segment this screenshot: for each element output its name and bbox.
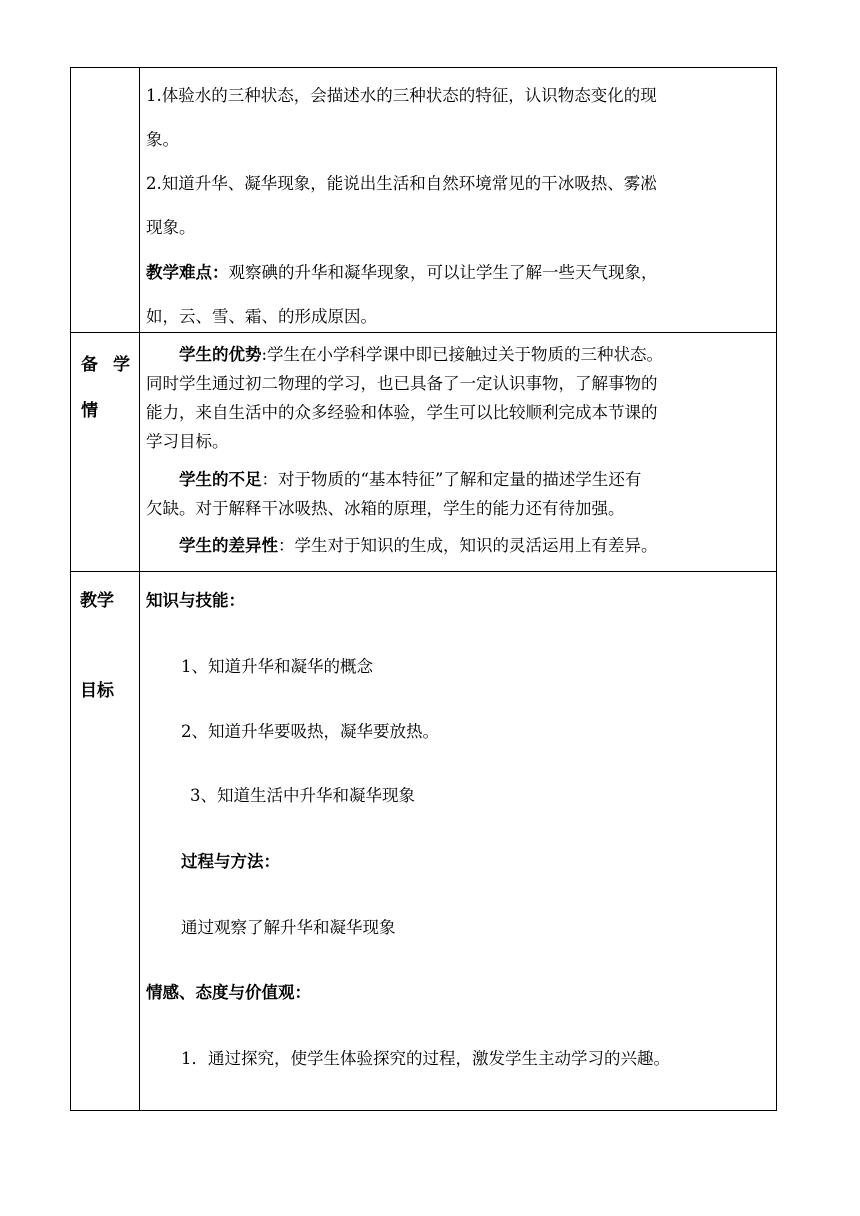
weakness-text: ：对于物质的“基本特征”了解和定量的描述学生还有 [261,470,642,489]
advantage-text: :学生在小学科学课中即已接触过关于物质的三种状态。 [261,345,664,364]
difference-line [179,532,658,556]
lesson-plan-table [70,67,777,1111]
process-text: 通过观察了解升华和凝华现象 [181,918,396,937]
advantage-line-2: 同时学生通过初二物理的学习，也已具备了一定认识事物，了解事物的 [146,374,658,393]
difference-text: ：学生对于知识的生成，知识的灵活运用上有差异。 [278,536,658,555]
table-row-student-analysis [71,333,777,572]
objective-line-2: 象。 [146,130,179,149]
advantage-line-4: 学习目标。 [146,432,229,451]
table-row-objectives-cont [71,68,777,333]
knowledge-item-3: 3、知道生活中升华和凝华现象 [190,786,415,805]
advantage-line [179,341,663,365]
knowledge-item-2: 2、知道升华要吸热，凝华要放热。 [181,722,439,741]
objective-line-4: 现象。 [146,218,196,237]
row-label-line-1: 教学 [80,591,114,611]
table-row-teaching-objectives [71,572,777,1111]
emotion-item-1: 1．通过探究，使学生体验探究的过程，激发学生主动学习的兴趣。 [181,1049,670,1068]
advantage-line-3: 能力，来自生活中的众多经验和体验，学生可以比较顺利完成本节课的 [146,403,658,422]
content-cell [140,572,777,1111]
weakness-line [179,466,641,490]
difficulty-label: 教学难点： [146,263,229,282]
objective-line-3: 2.知道升华、凝华现象，能说出生活和自然环境常见的干冰吸热、雾凇 [146,174,657,193]
row-label-part-3: 情 [81,401,98,421]
knowledge-item-1: 1、知道升华和凝华的概念 [181,657,373,676]
difficulty-cont: 如，云、雪、霜、的形成原因。 [146,307,377,326]
difficulty-text: 观察碘的升华和凝华现象，可以让学生了解一些天气现象， [228,263,658,282]
row-label-part-2: 学 [113,355,130,375]
difficulty-line [146,259,658,283]
objective-line-1: 1.体验水的三种状态，会描述水的三种状态的特征，认识物态变化的现 [146,86,657,105]
content-cell [140,333,777,572]
label-cell-teaching-objectives [71,572,140,1111]
label-cell-student-analysis [71,333,140,572]
empty-label-cell [71,68,140,333]
advantage-label: 学生的优势 [179,345,262,364]
knowledge-heading: 知识与技能： [146,591,245,610]
weakness-label: 学生的不足 [179,470,262,489]
row-label-line-2: 目标 [80,681,114,701]
emotion-heading: 情感、态度与价值观： [146,983,311,1002]
difference-label: 学生的差异性 [179,536,278,555]
process-heading: 过程与方法： [181,852,280,871]
row-label-part-1: 备 [81,355,98,375]
content-cell [140,68,777,333]
weakness-cont: 欠缺。对于解释干冰吸热、冰箱的原理，学生的能力还有待加强。 [146,499,625,518]
